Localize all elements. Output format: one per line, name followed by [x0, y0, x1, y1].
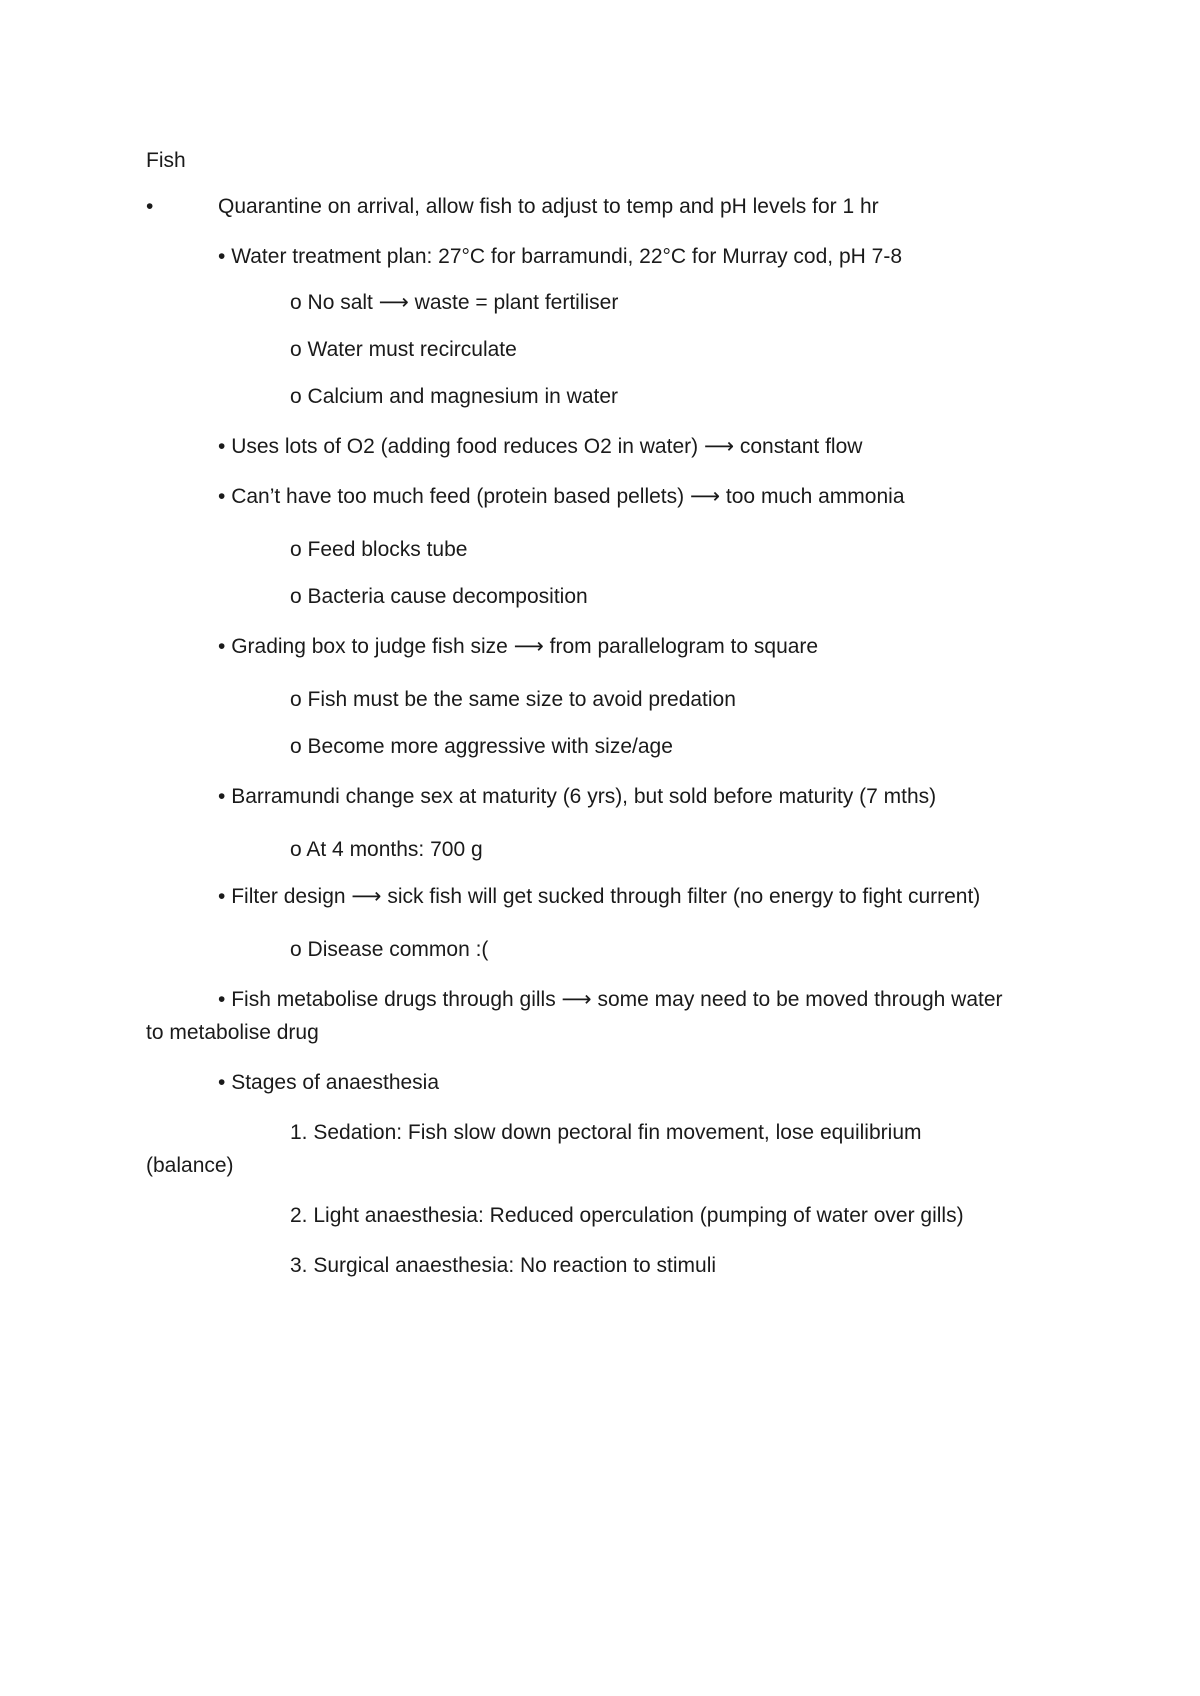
bullet-marker: • [218, 435, 226, 458]
bullet-marker: • [218, 785, 226, 808]
list-item-continuation: to metabolise drug [146, 1021, 319, 1044]
bullet-marker: o [290, 338, 302, 361]
list-item: o Calcium and magnesium in water [290, 385, 618, 408]
list-item: o Become more aggressive with size/age [290, 735, 673, 758]
list-item: o No salt ⟶ waste = plant fertiliser [290, 291, 619, 314]
list-item: o Bacteria cause decomposition [290, 585, 588, 608]
document-title: Fish [146, 149, 186, 172]
list-item-continuation: (balance) [146, 1154, 234, 1177]
bullet-marker: • [218, 245, 226, 268]
bullet-marker: o [290, 385, 302, 408]
list-item: o Fish must be the same size to avoid predation [290, 688, 736, 711]
list-item: • Can’t have too much feed (protein based pellets) ⟶ too much ammonia [218, 485, 905, 508]
bullet-marker: o [290, 838, 302, 861]
number-marker: 3. [290, 1254, 308, 1277]
bullet-marker: • [218, 485, 226, 508]
bullet-marker: • [146, 195, 154, 218]
bullet-marker: • [218, 885, 226, 908]
bullet-marker: o [290, 538, 302, 561]
bullet-marker: o [290, 585, 302, 608]
list-item: o Disease common :( [290, 938, 489, 961]
numbered-item: 1. Sedation: Fish slow down pectoral fin movement, lose equilibrium [290, 1121, 922, 1144]
list-item: o At 4 months: 700 g [290, 838, 483, 861]
bullet-marker: o [290, 938, 302, 961]
list-item: • Filter design ⟶ sick fish will get sucked through filter (no energy to fight current) [218, 885, 981, 908]
number-marker: 1. [290, 1121, 308, 1144]
bullet-marker: o [290, 735, 302, 758]
list-item: o Feed blocks tube [290, 538, 468, 561]
list-item: • Fish metabolise drugs through gills ⟶ some may need to be moved through water [218, 988, 1003, 1011]
list-item: • Stages of anaesthesia [218, 1071, 440, 1094]
number-marker: 2. [290, 1204, 308, 1227]
list-item: • Grading box to judge fish size ⟶ from parallelogram to square [218, 635, 819, 658]
bullet-marker: o [290, 688, 302, 711]
list-item: o Water must recirculate [290, 338, 517, 361]
list-item: • Barramundi change sex at maturity (6 yrs), but sold before maturity (7 mths) [218, 785, 937, 808]
bullet-marker: o [290, 291, 302, 314]
bullet-marker: • [218, 1071, 226, 1094]
numbered-item: 3. Surgical anaesthesia: No reaction to stimuli [290, 1254, 717, 1277]
bullet-marker: • [218, 635, 226, 658]
list-item: Quarantine on arrival, allow fish to adjust to temp and pH levels for 1 hr [218, 195, 879, 218]
numbered-item: 2. Light anaesthesia: Reduced operculation (pumping of water over gills) [290, 1204, 964, 1227]
bullet-marker: • [218, 988, 226, 1011]
list-item: • Uses lots of O2 (adding food reduces O2 in water) ⟶ constant flow [218, 435, 863, 458]
list-item: • Water treatment plan: 27°C for barramundi, 22°C for Murray cod, pH 7-8 [218, 245, 902, 268]
